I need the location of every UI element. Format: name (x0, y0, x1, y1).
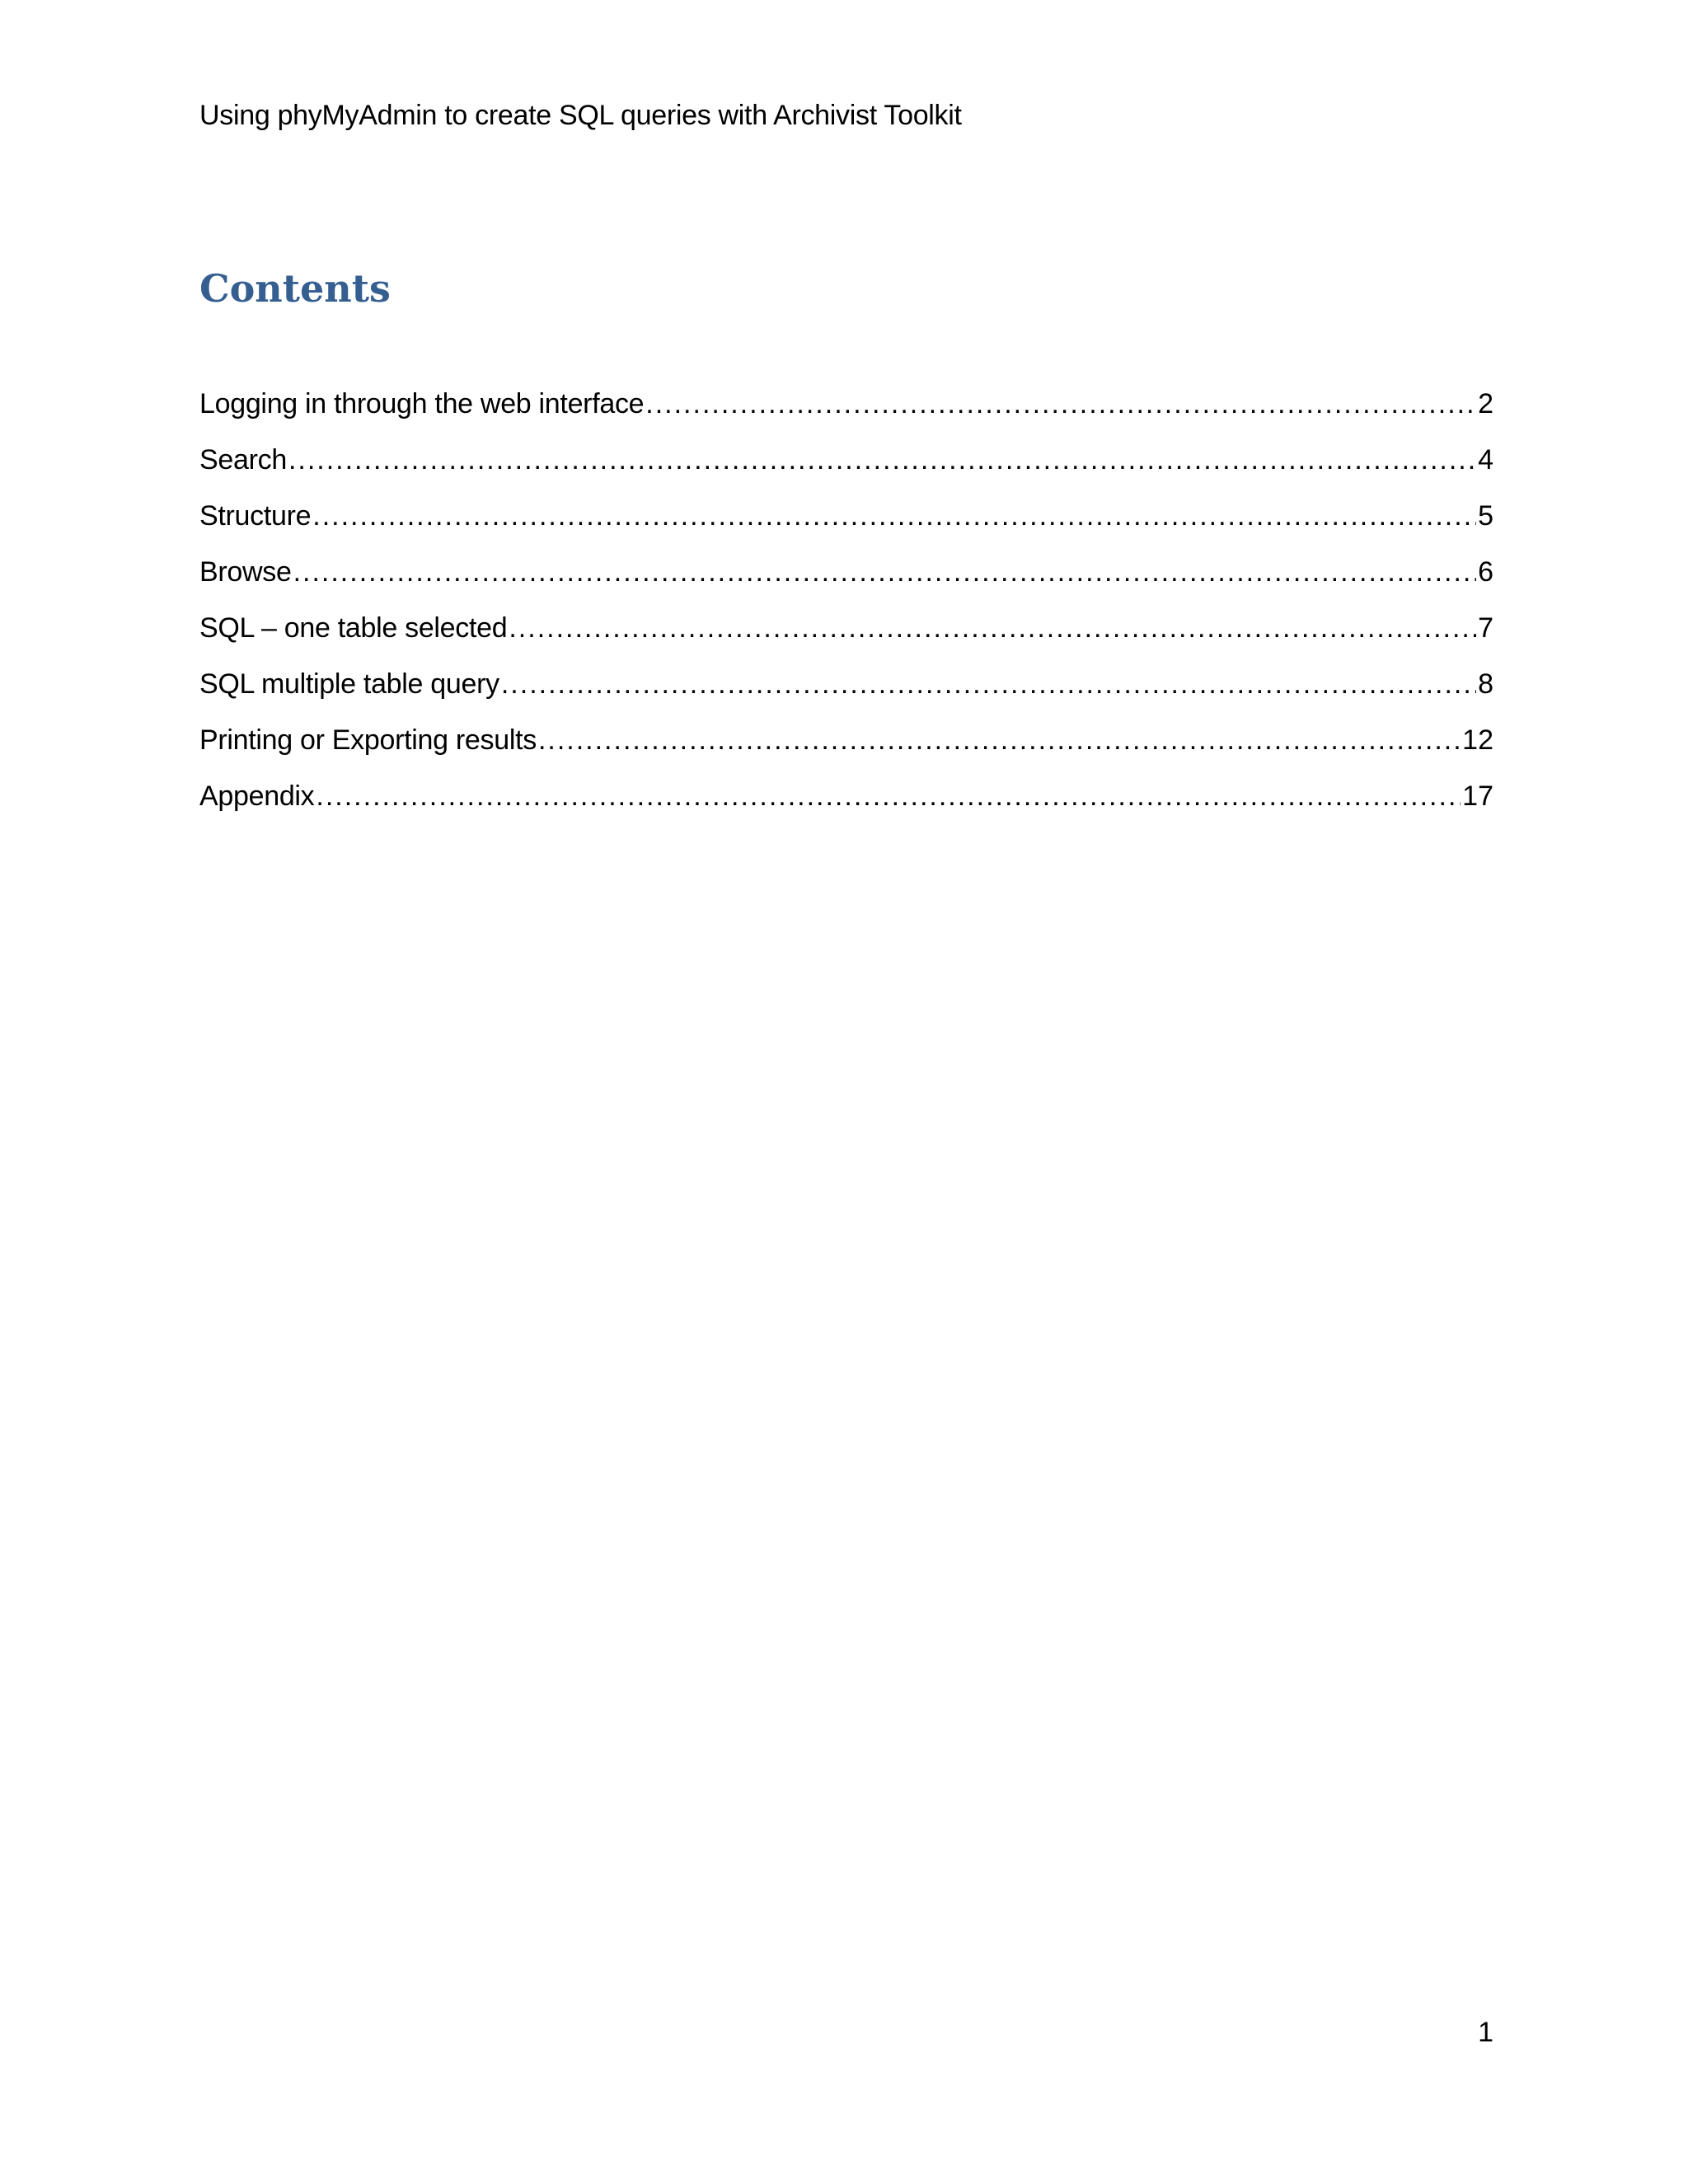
toc-dot-leader (509, 608, 1476, 648)
toc-entry-page: 4 (1478, 444, 1493, 476)
toc-entry-page: 12 (1462, 724, 1493, 756)
toc-entry-label: Printing or Exporting results (199, 724, 537, 756)
page-number: 1 (1478, 2017, 1493, 2048)
toc-entry-search[interactable] (199, 440, 1493, 496)
toc-entry-sql-one-table[interactable] (199, 608, 1493, 664)
toc-entry-appendix[interactable] (199, 776, 1493, 832)
toc-dot-leader (316, 776, 1461, 816)
toc-dot-leader (288, 440, 1476, 480)
toc-dot-leader (312, 496, 1476, 536)
toc-dot-leader (293, 552, 1477, 592)
toc-entry-logging-in[interactable] (199, 384, 1493, 440)
toc-entry-label: SQL multiple table query (199, 668, 499, 700)
toc-entry-page: 17 (1462, 780, 1493, 812)
toc-entry-sql-multiple-table[interactable] (199, 664, 1493, 720)
toc-heading: Contents (199, 266, 391, 311)
toc-dot-leader (501, 664, 1476, 704)
toc-entry-browse[interactable] (199, 552, 1493, 608)
toc-dot-leader (538, 720, 1461, 760)
toc-entry-structure[interactable] (199, 496, 1493, 552)
toc-entry-page: 2 (1478, 388, 1493, 419)
toc-entry-label: Appendix (199, 780, 315, 812)
toc-entry-page: 5 (1478, 500, 1493, 532)
toc-entry-label: Search (199, 444, 287, 476)
toc-entry-label: SQL – one table selected (199, 612, 508, 644)
toc-entry-printing-exporting[interactable] (199, 720, 1493, 776)
toc-entry-page: 7 (1478, 612, 1493, 644)
toc-entry-label: Browse (199, 556, 292, 588)
toc-entry-page: 8 (1478, 668, 1493, 700)
table-of-contents (199, 384, 1493, 832)
toc-entry-label: Logging in through the web interface (199, 388, 645, 419)
toc-entry-page: 6 (1478, 556, 1493, 588)
toc-entry-label: Structure (199, 500, 312, 532)
running-header: Using phyMyAdmin to create SQL queries with Archivist Toolkit (199, 100, 962, 131)
toc-dot-leader (645, 384, 1476, 424)
